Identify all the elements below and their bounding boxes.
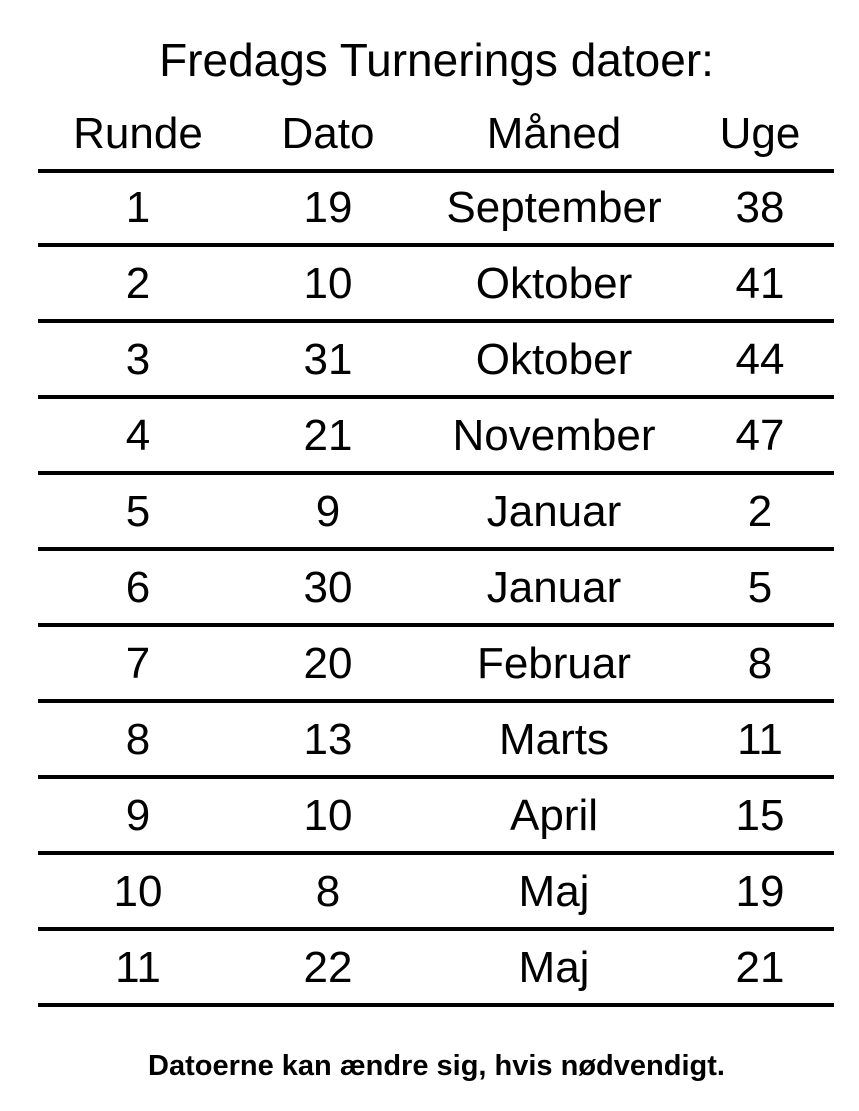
cell-uge: 47	[735, 411, 785, 460]
table-row	[0, 625, 859, 701]
cell-uge: 41	[735, 259, 785, 308]
cell-dato: 30	[303, 563, 353, 612]
cell-dato: 22	[303, 943, 353, 992]
cell-runde: 4	[125, 411, 151, 460]
row-divider	[38, 1003, 834, 1007]
cell-uge: 21	[735, 943, 785, 992]
cell-dato: 8	[315, 867, 341, 916]
cell-maaned: April	[509, 791, 599, 840]
cell-uge: 44	[735, 335, 785, 384]
cell-dato: 10	[303, 259, 353, 308]
header-dato: Dato	[281, 109, 375, 158]
header-runde: Runde	[73, 109, 203, 158]
cell-uge: 11	[737, 715, 783, 764]
table-row	[0, 777, 859, 853]
cell-runde: 10	[113, 867, 163, 916]
cell-runde: 8	[125, 715, 151, 764]
cell-runde: 7	[125, 639, 151, 688]
footnote: Datoerne kan ændre sig, hvis nødvendigt.	[148, 1050, 725, 1082]
header-maaned: Måned	[486, 109, 622, 158]
cell-maaned: Maj	[518, 943, 590, 992]
cell-maaned: Januar	[486, 487, 622, 536]
cell-uge: 8	[747, 639, 773, 688]
cell-runde: 2	[125, 259, 151, 308]
cell-runde: 11	[115, 943, 161, 992]
cell-dato: 19	[303, 183, 353, 232]
cell-maaned: Januar	[486, 563, 622, 612]
cell-dato: 10	[303, 791, 353, 840]
cell-uge: 15	[735, 791, 785, 840]
table-row	[0, 397, 859, 473]
cell-runde: 1	[125, 183, 151, 232]
cell-runde: 6	[125, 563, 151, 612]
table-row	[0, 321, 859, 397]
cell-runde: 5	[125, 487, 151, 536]
cell-dato: 20	[303, 639, 353, 688]
table-header	[0, 106, 859, 162]
cell-uge: 38	[735, 183, 785, 232]
cell-dato: 9	[315, 487, 341, 536]
cell-maaned: Oktober	[475, 259, 633, 308]
cell-uge: 19	[735, 867, 785, 916]
cell-maaned: Maj	[518, 867, 590, 916]
table-row	[0, 473, 859, 549]
cell-uge: 5	[747, 563, 773, 612]
cell-dato: 21	[303, 411, 353, 460]
cell-maaned: Oktober	[475, 335, 633, 384]
header-uge: Uge	[719, 109, 801, 158]
table-row	[0, 853, 859, 929]
table-row	[0, 549, 859, 625]
table-row	[0, 245, 859, 321]
table-row	[0, 929, 859, 1005]
cell-runde: 9	[125, 791, 151, 840]
cell-maaned: Marts	[499, 715, 609, 764]
cell-dato: 31	[303, 335, 353, 384]
cell-dato: 13	[303, 715, 353, 764]
cell-uge: 2	[747, 487, 773, 536]
cell-maaned: September	[446, 183, 662, 232]
cell-maaned: November	[452, 411, 656, 460]
table-row	[0, 169, 859, 245]
table-body	[0, 169, 859, 1005]
page-title: Fredags Turnerings datoer:	[159, 34, 714, 86]
cell-runde: 3	[125, 335, 151, 384]
table-row	[0, 701, 859, 777]
cell-maaned: Februar	[476, 639, 632, 688]
